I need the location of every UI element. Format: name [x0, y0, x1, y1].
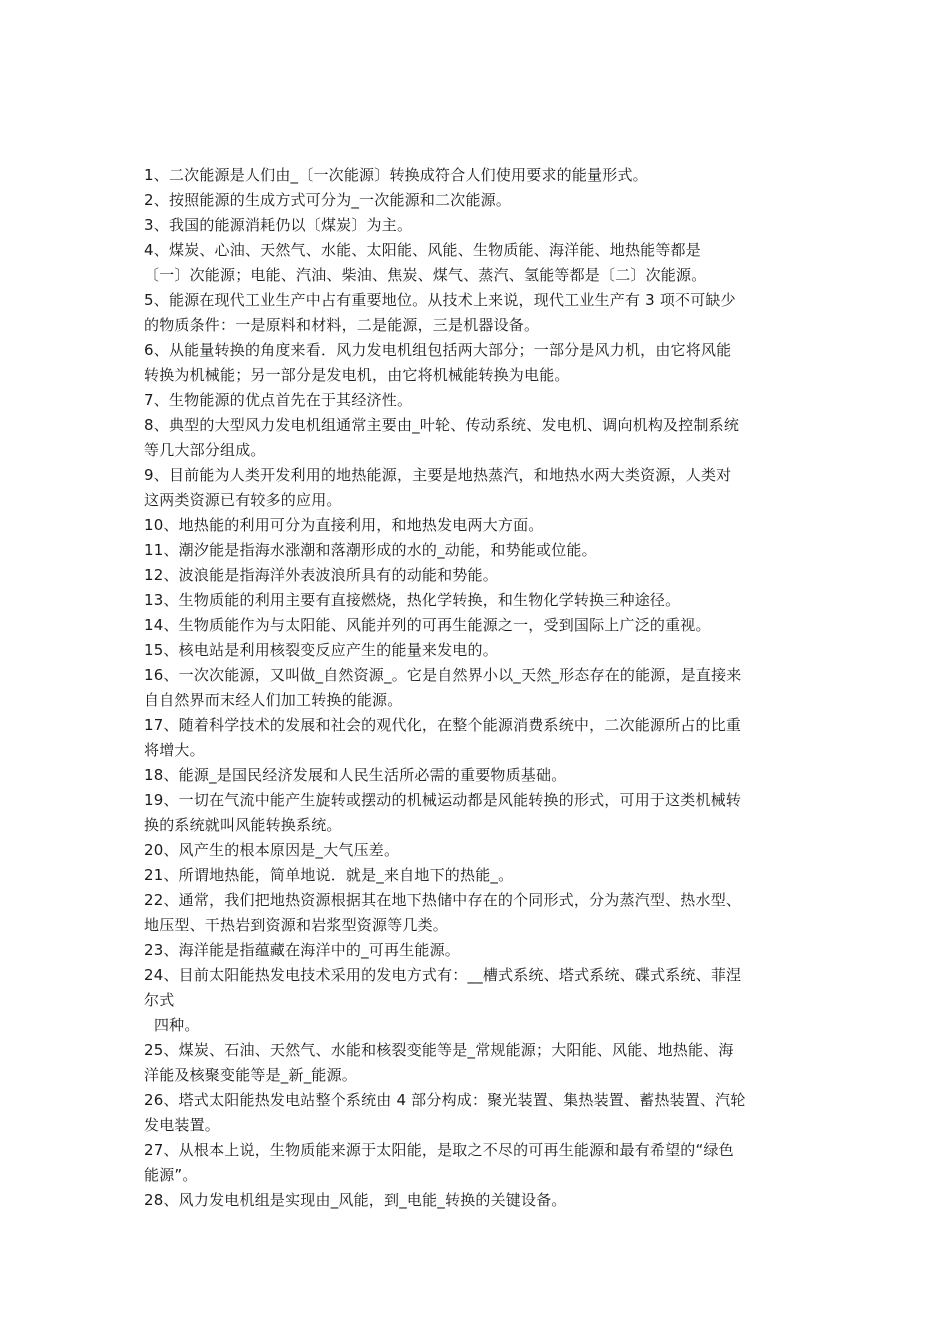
list-item-line: 1、二次能源是人们由_〔一次能源〕转换成符合人们使用要求的能量形式。 [144, 166, 648, 184]
list-item [144, 463, 812, 513]
list-item [144, 1038, 812, 1088]
list-item [144, 563, 812, 588]
list-item-line: 5、能源在现代工业生产中占有重要地位。从技术上来说，现代工业生产有 3 项不可缺少 [144, 291, 736, 309]
list-item-line: 2、按照能源的生成方式可分为_一次能源和二次能源。 [144, 191, 512, 209]
list-item-line: 27、从根本上说，生物质能来源于太阳能，是取之不尽的可再生能源和最有希望的“绿色 [144, 1141, 734, 1159]
list-item-line: 地压型、干热岩到资源和岩浆型资源等几类。 [144, 916, 449, 934]
list-item [144, 963, 812, 1038]
list-item [144, 288, 812, 338]
list-item [144, 538, 812, 563]
list-item-line: 24、目前太阳能热发电技术采用的发电方式有：__槽式系统、塔式系统、碟式系统、菲涅 [144, 966, 742, 984]
list-item [144, 713, 812, 763]
list-item [144, 1188, 812, 1213]
list-item [144, 188, 812, 213]
list-item-line: 换的系统就叫风能转换系统。 [144, 816, 342, 834]
list-item-line: 13、生物质能的利用主要有直接燃烧，热化学转换，和生物化学转换三种途径。 [144, 591, 681, 609]
list-item-line: 等几大部分组成。 [144, 441, 266, 459]
list-item [144, 388, 812, 413]
list-item [144, 788, 812, 838]
list-item-line: 20、风产生的根本原因是_大气压差。 [144, 841, 400, 859]
list-item [144, 163, 812, 188]
list-item [144, 1088, 812, 1138]
list-item-line: 9、目前能为人类开发利用的地热能源，主要是地热蒸汽，和地热水两大类资源，人类对 [144, 466, 732, 484]
question-list [144, 163, 812, 1213]
list-item-line: 25、煤炭、石油、天然气、水能和核裂变能等是_常规能源；大阳能、风能、地热能、海 [144, 1041, 734, 1059]
list-item-line: 17、随着科学技术的发展和社会的观代化，在整个能源消费系统中，二次能源所占的比重 [144, 716, 742, 734]
list-item-line: 18、能源_是国民经济发展和人民生活所必需的重要物质基础。 [144, 766, 567, 784]
list-item [144, 888, 812, 938]
list-item-line: 28、风力发电机组是实现由_风能，到_电能_转换的关键设备。 [144, 1191, 567, 1209]
list-item-line: 22、通常，我们把地热资源根据其在地下热储中存在的个同形式，分为蒸汽型、热水型、 [144, 891, 742, 909]
list-item [144, 413, 812, 463]
list-item-line: 洋能及核聚变能等是_新_能源。 [144, 1066, 358, 1084]
list-item-line: 14、生物质能作为与太阳能、风能并列的可再生能源之一，受到国际上广泛的重视。 [144, 616, 711, 634]
list-item-line: 四种。 [144, 1016, 200, 1034]
list-item-line: 12、波浪能是指海洋外表波浪所具有的动能和势能。 [144, 566, 498, 584]
list-item-line: 的物质条件：一是原料和材料，二是能源，三是机器设备。 [144, 316, 540, 334]
list-item [144, 663, 812, 713]
list-item [144, 513, 812, 538]
list-item-line: 11、潮汐能是指海水涨潮和落潮形成的水的_动能，和势能或位能。 [144, 541, 597, 559]
list-item [144, 1138, 812, 1188]
list-item [144, 863, 812, 888]
list-item [144, 938, 812, 963]
list-item-line: 6、从能量转换的角度来看．风力发电机组包括两大部分；一部分是风力机，由它将风能 [144, 341, 732, 359]
list-item-line: 尔式 [144, 991, 175, 1009]
list-item-line: 8、典型的大型风力发电机组通常主要由_叶轮、传动系统、发电机、调向机构及控制系统 [144, 416, 740, 434]
list-item [144, 613, 812, 638]
list-item-line: 〔一〕次能源；电能、汽油、柴油、焦炭、煤气、蒸汽、氢能等都是〔二〕次能源。 [144, 266, 707, 284]
list-item-line: 将增大。 [144, 741, 205, 759]
list-item-line: 自自然界而末经人们加工转换的能源。 [144, 691, 403, 709]
list-item-line: 10、地热能的利用可分为直接利用，和地热发电两大方面。 [144, 516, 544, 534]
list-item-line: 26、塔式太阳能热发电站整个系统由 4 部分构成：聚光装置、集热装置、蓄热装置、汽轮 [144, 1091, 746, 1109]
list-item [144, 238, 812, 288]
list-item-line: 23、海洋能是指蕴藏在海洋中的_可再生能源。 [144, 941, 460, 959]
list-item-line: 16、一次次能源，又叫做_自然资源_。它是自然界小以_天然_形态存在的能源，是直接来 [144, 666, 742, 684]
list-item-line: 21、所谓地热能，简单地说．就是_来自地下的热能_。 [144, 866, 514, 884]
list-item-line: 这两类资源已有较多的应用。 [144, 491, 342, 509]
list-item [144, 638, 812, 663]
list-item-line: 能源”。 [144, 1166, 198, 1184]
list-item-line: 3、我国的能源消耗仍以〔煤炭〕为主。 [144, 216, 413, 234]
list-item-line: 转换为机械能；另一部分是发电机，由它将机械能转换为电能。 [144, 366, 570, 384]
list-item [144, 213, 812, 238]
list-item-line: 7、生物能源的优点首先在于其经济性。 [144, 391, 413, 409]
list-item-line: 发电装置。 [144, 1116, 221, 1134]
list-item-line: 4、煤炭、心油、天然气、水能、太阳能、风能、生物质能、海洋能、地热能等都是 [144, 241, 701, 259]
list-item [144, 763, 812, 788]
list-item [144, 338, 812, 388]
list-item [144, 588, 812, 613]
list-item [144, 838, 812, 863]
list-item-line: 19、一切在气流中能产生旋转或摆动的机械运动都是风能转换的形式，可用于这类机械转 [144, 791, 742, 809]
list-item-line: 15、核电站是利用核裂变反应产生的能量来发电的。 [144, 641, 498, 659]
